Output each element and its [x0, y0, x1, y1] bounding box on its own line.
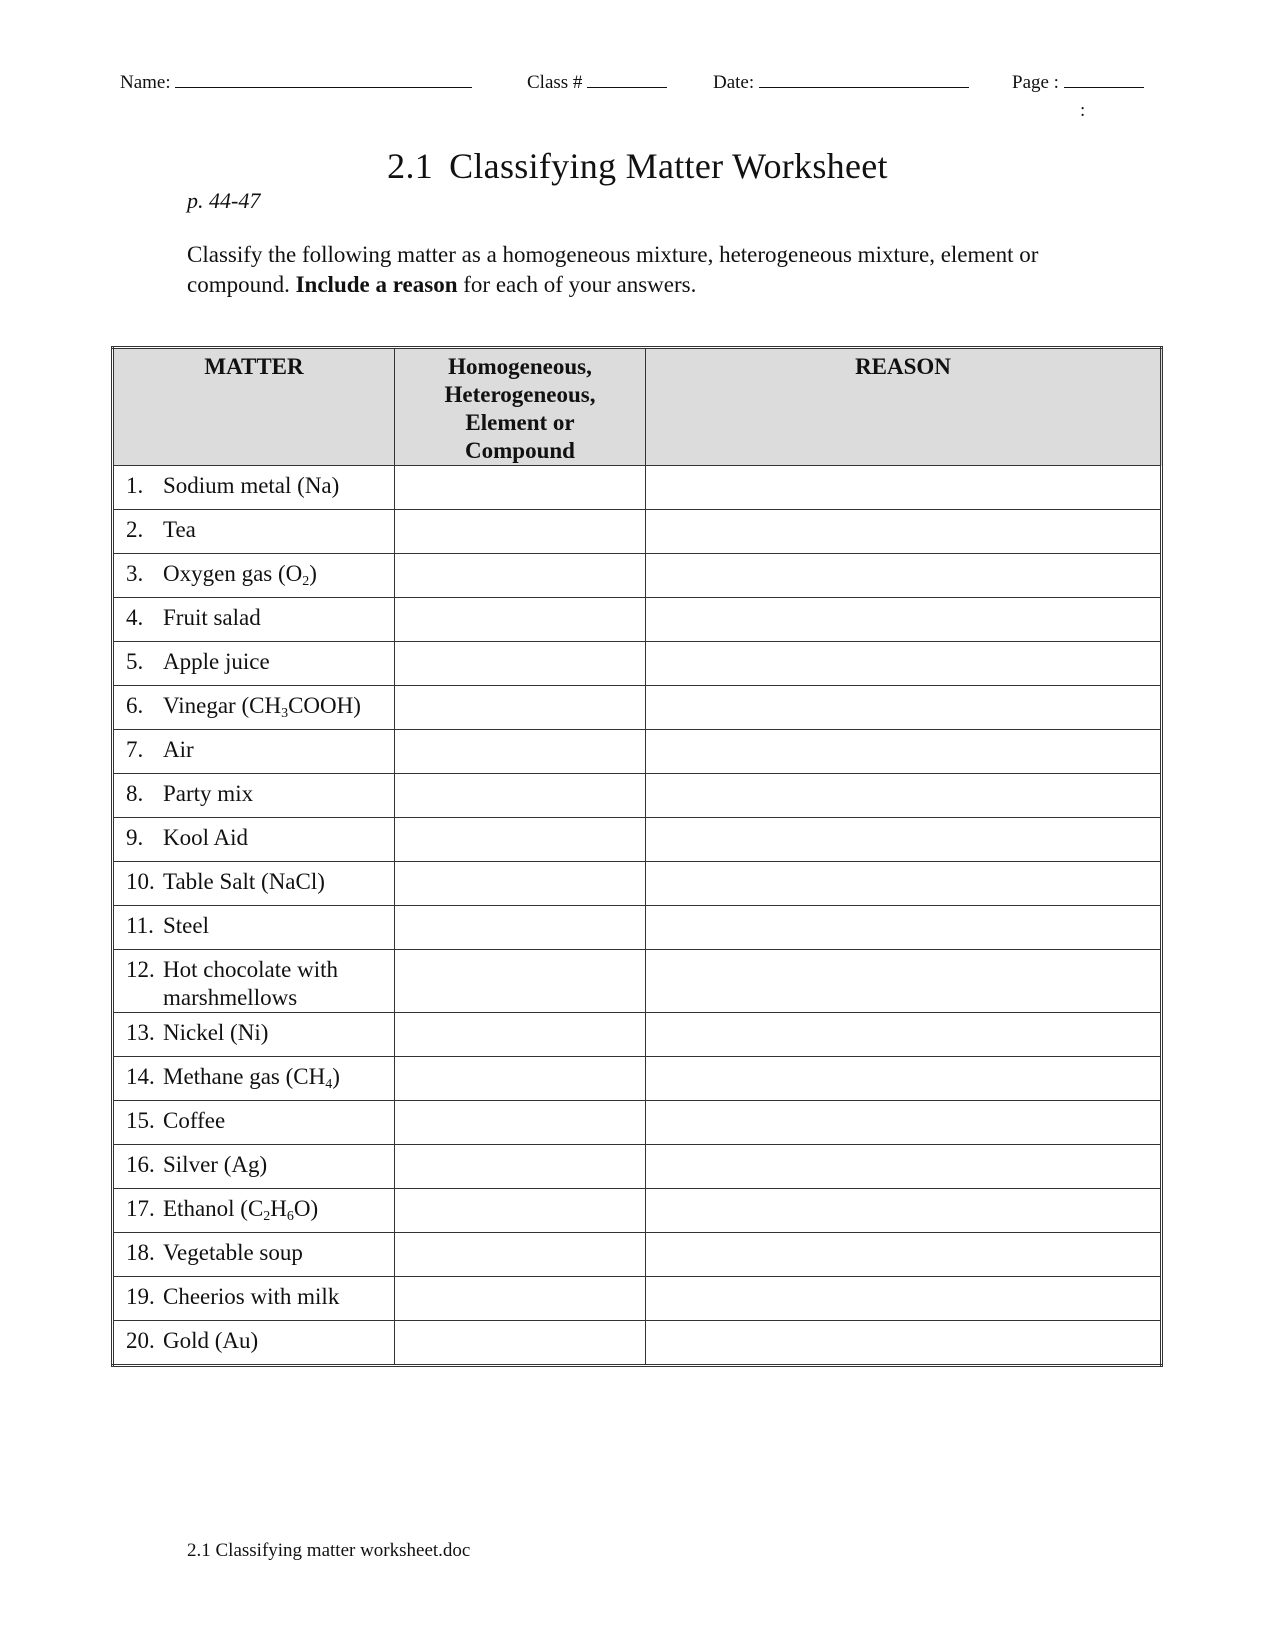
matter-cell	[113, 466, 395, 510]
reason-answer-cell[interactable]	[646, 1101, 1162, 1145]
classification-answer-cell[interactable]	[395, 818, 646, 862]
matter-cell	[113, 862, 395, 906]
item-number: 10.	[126, 869, 155, 894]
item-number: 8.	[126, 781, 144, 806]
reason-answer-cell[interactable]	[646, 1233, 1162, 1277]
matter-text: Air	[163, 737, 194, 762]
classification-answer-cell[interactable]	[395, 906, 646, 950]
instructions-part1: Classify the following matter as a homogeneous mixture, heterogeneous mixture, element or compound.	[187, 242, 1039, 297]
matter-text: Nickel (Ni)	[163, 1020, 269, 1045]
matter-text: Fruit salad	[163, 605, 261, 630]
item-number: 14.	[126, 1064, 155, 1089]
table-row	[113, 1321, 1162, 1366]
name-blank[interactable]	[175, 73, 472, 88]
matter-label	[163, 1107, 394, 1135]
matter-label	[163, 692, 394, 720]
reason-answer-cell[interactable]	[646, 862, 1162, 906]
matter-label	[163, 560, 394, 588]
item-number: 16.	[126, 1152, 155, 1177]
reason-answer-cell[interactable]	[646, 906, 1162, 950]
name-field[interactable]	[120, 72, 472, 94]
classification-answer-cell[interactable]	[395, 950, 646, 1013]
classification-header-line: Homogeneous,	[448, 354, 592, 379]
table-row	[113, 642, 1162, 686]
reason-answer-cell[interactable]	[646, 730, 1162, 774]
date-field[interactable]	[713, 72, 969, 94]
matter-text: Ethanol (C	[163, 1196, 264, 1221]
name-label: Name:	[120, 72, 171, 93]
item-number: 5.	[126, 649, 144, 674]
matter-label	[163, 604, 394, 632]
table-row	[113, 1013, 1162, 1057]
table-row	[113, 1101, 1162, 1145]
matter-text: COOH)	[288, 693, 361, 718]
matter-label	[163, 648, 394, 676]
item-number: 12.	[126, 957, 155, 982]
table-row	[113, 1057, 1162, 1101]
matter-text: Sodium metal (Na)	[163, 473, 340, 498]
matter-text: H	[270, 1196, 287, 1221]
matter-label	[163, 1019, 394, 1047]
classification-answer-cell[interactable]	[395, 642, 646, 686]
matter-label	[163, 1151, 394, 1179]
matter-cell	[113, 1057, 395, 1101]
matter-cell	[113, 906, 395, 950]
footer-filename: 2.1 Classifying matter worksheet.doc	[187, 1540, 471, 1561]
page-colon: :	[1080, 100, 1086, 121]
classification-answer-cell[interactable]	[395, 862, 646, 906]
classification-answer-cell[interactable]	[395, 510, 646, 554]
reason-answer-cell[interactable]	[646, 1277, 1162, 1321]
page-reference: p. 44-47	[187, 188, 261, 213]
table-row	[113, 466, 1162, 510]
matter-cell	[113, 1277, 395, 1321]
table-row	[113, 1145, 1162, 1189]
item-number: 17.	[126, 1196, 155, 1221]
table-row	[113, 1277, 1162, 1321]
reason-answer-cell[interactable]	[646, 818, 1162, 862]
matter-text: Oxygen gas (O	[163, 561, 303, 586]
reason-answer-cell[interactable]	[646, 466, 1162, 510]
class-field[interactable]	[527, 72, 667, 94]
matter-text: Hot chocolate with marshmellows	[163, 957, 339, 1010]
class-label: Class #	[527, 72, 583, 93]
table-row	[113, 906, 1162, 950]
item-number: 15.	[126, 1108, 155, 1133]
classification-answer-cell[interactable]	[395, 1101, 646, 1145]
matter-cell	[113, 1189, 395, 1233]
table-row	[113, 1189, 1162, 1233]
matter-label	[163, 956, 394, 1012]
classification-answer-cell[interactable]	[395, 1189, 646, 1233]
item-number: 9.	[126, 825, 144, 850]
date-blank[interactable]	[759, 73, 969, 88]
reason-answer-cell[interactable]	[646, 642, 1162, 686]
matter-cell	[113, 774, 395, 818]
classification-answer-cell[interactable]	[395, 598, 646, 642]
classification-answer-cell[interactable]	[395, 774, 646, 818]
reason-answer-cell[interactable]	[646, 554, 1162, 598]
classification-header	[395, 348, 646, 466]
matter-text: )	[332, 1064, 340, 1089]
title-number: 2.1	[387, 146, 434, 186]
classification-header-line: Element or	[465, 410, 575, 435]
matter-subscript: 3	[281, 706, 289, 721]
matter-subscript: 2	[263, 1209, 271, 1224]
reason-answer-cell[interactable]	[646, 686, 1162, 730]
table-header-row	[113, 348, 1162, 466]
item-number: 13.	[126, 1020, 155, 1045]
reason-answer-cell[interactable]	[646, 1057, 1162, 1101]
table-row	[113, 1233, 1162, 1277]
table-row	[113, 510, 1162, 554]
matter-cell	[113, 554, 395, 598]
matter-cell	[113, 1101, 395, 1145]
item-number: 20.	[126, 1328, 155, 1353]
matter-text: Gold (Au)	[163, 1328, 259, 1353]
item-number: 18.	[126, 1240, 155, 1265]
page-blank[interactable]	[1064, 73, 1144, 88]
reason-answer-cell[interactable]	[646, 1013, 1162, 1057]
matter-text: Party mix	[163, 781, 254, 806]
classification-answer-cell[interactable]	[395, 1321, 646, 1366]
table-row	[113, 730, 1162, 774]
reason-answer-cell[interactable]	[646, 1321, 1162, 1366]
item-number: 7.	[126, 737, 144, 762]
matter-label	[163, 736, 394, 764]
matter-label	[163, 1283, 394, 1311]
matter-cell	[113, 1145, 395, 1189]
item-number: 3.	[126, 561, 144, 586]
matter-cell	[113, 1321, 395, 1366]
matter-label	[163, 780, 394, 808]
matter-label	[163, 1195, 394, 1223]
matter-cell	[113, 686, 395, 730]
matter-label	[163, 516, 394, 544]
item-number: 6.	[126, 693, 144, 718]
matter-label	[163, 912, 394, 940]
matter-label	[163, 824, 394, 852]
date-label: Date:	[713, 72, 755, 93]
item-number: 1.	[126, 473, 144, 498]
matter-text: Silver (Ag)	[163, 1152, 268, 1177]
reason-answer-cell[interactable]	[646, 1189, 1162, 1233]
matter-cell	[113, 1013, 395, 1057]
reason-answer-cell[interactable]	[646, 510, 1162, 554]
classification-table	[111, 346, 1163, 1367]
reason-answer-cell[interactable]	[646, 598, 1162, 642]
page-title	[0, 145, 1275, 187]
matter-text: Apple juice	[163, 649, 270, 674]
matter-text: Vegetable soup	[163, 1240, 303, 1265]
classification-answer-cell[interactable]	[395, 1013, 646, 1057]
matter-label	[163, 1063, 394, 1091]
reason-answer-cell[interactable]	[646, 1145, 1162, 1189]
table-row	[113, 554, 1162, 598]
matter-text: O)	[293, 1196, 319, 1221]
matter-label	[163, 868, 394, 896]
matter-text: Tea	[163, 517, 196, 542]
matter-cell	[113, 818, 395, 862]
matter-text: Coffee	[163, 1108, 226, 1133]
matter-cell	[113, 642, 395, 686]
matter-text: )	[309, 561, 317, 586]
matter-label	[163, 1327, 394, 1355]
reason-answer-cell[interactable]	[646, 774, 1162, 818]
classification-answer-cell[interactable]	[395, 686, 646, 730]
matter-label	[163, 1239, 394, 1267]
instructions	[187, 240, 1107, 300]
table-row	[113, 774, 1162, 818]
table-row	[113, 862, 1162, 906]
table-row	[113, 598, 1162, 642]
matter-text: Steel	[163, 913, 209, 938]
reason-answer-cell[interactable]	[646, 950, 1162, 1013]
classification-answer-cell[interactable]	[395, 1277, 646, 1321]
classification-header-line: Heterogeneous,	[444, 382, 596, 407]
classification-answer-cell[interactable]	[395, 1145, 646, 1189]
instructions-part2: for each of your answers.	[463, 272, 697, 297]
classification-answer-cell[interactable]	[395, 554, 646, 598]
matter-label	[163, 472, 394, 500]
title-text: Classifying Matter Worksheet	[449, 146, 888, 186]
matter-cell	[113, 730, 395, 774]
classification-answer-cell[interactable]	[395, 730, 646, 774]
classification-answer-cell[interactable]	[395, 1057, 646, 1101]
matter-cell	[113, 1233, 395, 1277]
matter-cell	[113, 598, 395, 642]
matter-cell	[113, 950, 395, 1013]
classification-header-line: Compound	[465, 438, 575, 463]
item-number: 2.	[126, 517, 144, 542]
item-number: 4.	[126, 605, 144, 630]
class-blank[interactable]	[587, 73, 667, 88]
matter-subscript: 2	[302, 574, 310, 589]
item-number: 11.	[126, 913, 154, 938]
page-label: Page :	[1012, 72, 1059, 93]
matter-text: Kool Aid	[163, 825, 248, 850]
matter-cell	[113, 510, 395, 554]
matter-subscript: 4	[325, 1077, 333, 1092]
page-field[interactable]	[1012, 72, 1144, 94]
instructions-bold: Include a reason	[295, 272, 458, 297]
matter-text: Cheerios with milk	[163, 1284, 340, 1309]
matter-text: Vinegar (CH	[163, 693, 282, 718]
matter-subscript: 6	[286, 1209, 294, 1224]
table-row	[113, 686, 1162, 730]
matter-text: Methane gas (CH	[163, 1064, 326, 1089]
reason-header: REASON	[646, 348, 1162, 466]
table-row	[113, 950, 1162, 1013]
item-number: 19.	[126, 1284, 155, 1309]
classification-answer-cell[interactable]	[395, 466, 646, 510]
matter-text: Table Salt (NaCl)	[163, 869, 325, 894]
table-row	[113, 818, 1162, 862]
classification-answer-cell[interactable]	[395, 1233, 646, 1277]
matter-header: MATTER	[113, 348, 395, 466]
